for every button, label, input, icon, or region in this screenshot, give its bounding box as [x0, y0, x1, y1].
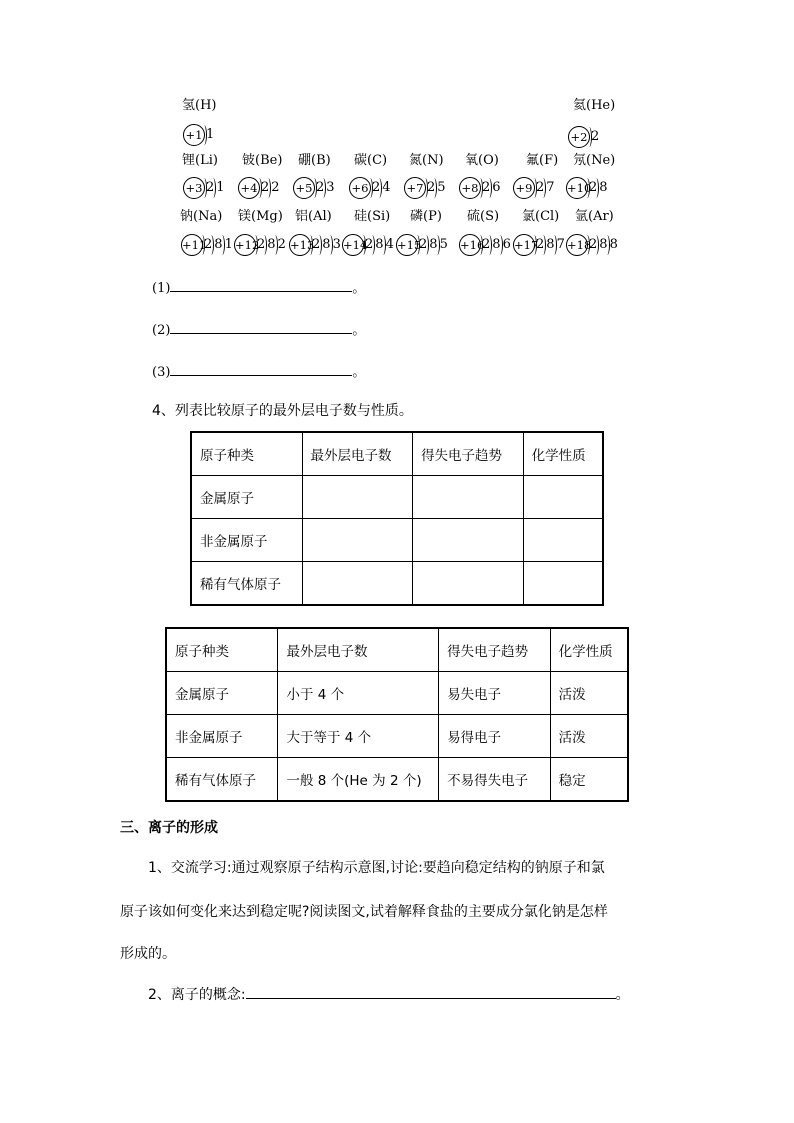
element-name: 氖(Ne)	[573, 153, 616, 168]
element-name: 镁(Mg)	[238, 209, 283, 224]
electron-shells: 2 3	[316, 175, 335, 201]
atom-diagram	[293, 175, 335, 201]
empty-cell[interactable]	[302, 562, 413, 605]
cell: 活泼	[550, 715, 627, 758]
electron-shells: 2 8 8	[589, 232, 618, 258]
atom-diagram	[234, 232, 286, 258]
electron-shells: 2 8 4	[365, 232, 394, 258]
cell: 活泼	[550, 672, 627, 715]
paragraph-line: 原子该如何变化来达到稳定呢?阅读图文,试着解释食盐的主要成分氯化钠是怎样	[120, 904, 608, 920]
electron-shells: 1	[206, 127, 215, 142]
element-name: 硅(Si)	[354, 209, 391, 224]
nucleus-charge: +11	[181, 234, 203, 256]
atom-diagram	[396, 232, 448, 258]
electron-shells: 2 2	[261, 175, 280, 201]
empty-cell[interactable]	[523, 519, 602, 562]
atom-diagram	[349, 175, 391, 201]
electron-shells: 2 1	[206, 175, 225, 201]
question-4-title: 4、列表比较原子的最外层电子数与性质。	[152, 403, 413, 419]
nucleus-charge: +2	[568, 126, 590, 148]
atom-diagram	[342, 232, 394, 258]
electron-shells: 2 8 6	[482, 232, 511, 258]
nucleus-charge: +6	[349, 177, 371, 199]
element-name: 铝(Al)	[295, 209, 332, 224]
nucleus-charge: +8	[459, 177, 481, 199]
header-cell: 得失电子趋势	[439, 629, 550, 672]
nucleus-charge: +13	[289, 234, 311, 256]
blank-label: (3)	[152, 365, 171, 380]
header-cell: 化学性质	[523, 433, 602, 476]
electron-shells: 2 8 2	[257, 232, 286, 258]
empty-cell[interactable]	[413, 476, 524, 519]
atom-diagram	[513, 175, 555, 201]
element-name: 氩(Ar)	[575, 209, 614, 224]
blank-end: 。	[352, 365, 366, 380]
element-name: 碳(C)	[354, 153, 388, 168]
header-cell: 原子种类	[167, 629, 278, 672]
nucleus-charge: +3	[183, 177, 205, 199]
atom-diagram	[181, 232, 233, 258]
ion-concept-line	[148, 984, 630, 1004]
electron-shells: 2 6	[482, 175, 501, 201]
atom-diagram	[183, 122, 214, 148]
cell: 易失电子	[439, 672, 550, 715]
paragraph-line: 形成的。	[120, 946, 176, 962]
element-name: 氢(H)	[182, 98, 217, 113]
answer-line[interactable]	[170, 319, 352, 334]
atom-diagram	[459, 232, 511, 258]
nucleus-charge: +14	[342, 234, 364, 256]
element-name: 铍(Be)	[242, 153, 283, 168]
header-cell: 得失电子趋势	[413, 433, 524, 476]
nucleus-charge: +5	[293, 177, 315, 199]
ion-concept-label: 2、离子的概念:	[148, 987, 246, 1003]
cell: 非金属原子	[167, 715, 278, 758]
empty-cell[interactable]	[413, 519, 524, 562]
atom-diagram	[513, 232, 565, 258]
blank-1	[152, 277, 365, 298]
cell: 易得电子	[439, 715, 550, 758]
nucleus-charge: +1	[183, 124, 205, 146]
element-name: 硼(B)	[298, 153, 331, 168]
blank-end: 。	[352, 323, 366, 338]
atom-diagram	[289, 232, 341, 258]
atom-diagram	[404, 175, 446, 201]
answer-line[interactable]	[246, 984, 616, 999]
nucleus-charge: +9	[513, 177, 535, 199]
row-label: 金属原子	[192, 476, 303, 519]
electron-shells: 2	[591, 129, 600, 144]
atom-diagram	[183, 175, 225, 201]
element-name: 锂(Li)	[182, 153, 218, 168]
nucleus-charge: +12	[234, 234, 256, 256]
atom-diagram	[566, 175, 608, 201]
element-name: 氦(He)	[573, 98, 616, 113]
cell: 稳定	[550, 758, 627, 801]
atom-diagram	[566, 232, 618, 258]
empty-cell[interactable]	[302, 519, 413, 562]
row-label: 非金属原子	[192, 519, 303, 562]
empty-cell[interactable]	[302, 476, 413, 519]
nucleus-charge: +7	[404, 177, 426, 199]
atom-diagram	[238, 175, 280, 201]
electron-shells: 2 8	[589, 175, 608, 201]
header-cell: 最外层电子数	[302, 433, 413, 476]
electron-shells: 2 4	[372, 175, 391, 201]
blank-end: 。	[615, 987, 630, 1003]
blank-end: 。	[352, 281, 366, 296]
atom-diagram	[459, 175, 501, 201]
empty-cell[interactable]	[413, 562, 524, 605]
empty-cell[interactable]	[523, 562, 602, 605]
cell: 不易得失电子	[439, 758, 550, 801]
electron-shells: 2 8 7	[536, 232, 565, 258]
element-name: 氧(O)	[465, 153, 499, 168]
nucleus-charge: +10	[566, 177, 588, 199]
blank-3	[152, 361, 365, 382]
answer-comparison-table	[166, 628, 628, 801]
nucleus-charge: +4	[238, 177, 260, 199]
cell: 一般 8 个(He 为 2 个)	[278, 758, 439, 801]
element-name: 氮(N)	[409, 153, 444, 168]
paragraph-line: 1、交流学习:通过观察原子结构示意图,讨论:要趋向稳定结构的钠原子和氯	[148, 860, 605, 876]
cell: 金属原子	[167, 672, 278, 715]
electron-shells: 2 7	[536, 175, 555, 201]
cell: 稀有气体原子	[167, 758, 278, 801]
nucleus-charge: +17	[513, 234, 535, 256]
nucleus-charge: +15	[396, 234, 418, 256]
blank-2	[152, 319, 365, 340]
header-cell: 最外层电子数	[278, 629, 439, 672]
row-label: 稀有气体原子	[192, 562, 303, 605]
cell: 大于等于 4 个	[278, 715, 439, 758]
blank-label: (1)	[152, 281, 171, 296]
blank-comparison-table	[191, 432, 603, 605]
answer-line[interactable]	[170, 361, 352, 376]
blank-label: (2)	[152, 323, 171, 338]
electron-shells: 2 5	[427, 175, 446, 201]
element-name: 钠(Na)	[180, 209, 223, 224]
empty-cell[interactable]	[523, 476, 602, 519]
electron-shells: 2 8 3	[312, 232, 341, 258]
header-cell: 化学性质	[550, 629, 627, 672]
electron-shells: 2 8 1	[204, 232, 233, 258]
electron-shells: 2 8 5	[419, 232, 448, 258]
element-name: 硫(S)	[467, 209, 500, 224]
atom-diagram	[568, 124, 599, 150]
section-title: 三、离子的形成	[120, 820, 218, 836]
nucleus-charge: +16	[459, 234, 481, 256]
nucleus-charge: +18	[566, 234, 588, 256]
element-name: 磷(P)	[410, 209, 442, 224]
cell: 小于 4 个	[278, 672, 439, 715]
answer-line[interactable]	[170, 277, 352, 292]
element-name: 氯(Cl)	[522, 209, 560, 224]
element-name: 氟(F)	[526, 153, 559, 168]
header-cell: 原子种类	[192, 433, 303, 476]
